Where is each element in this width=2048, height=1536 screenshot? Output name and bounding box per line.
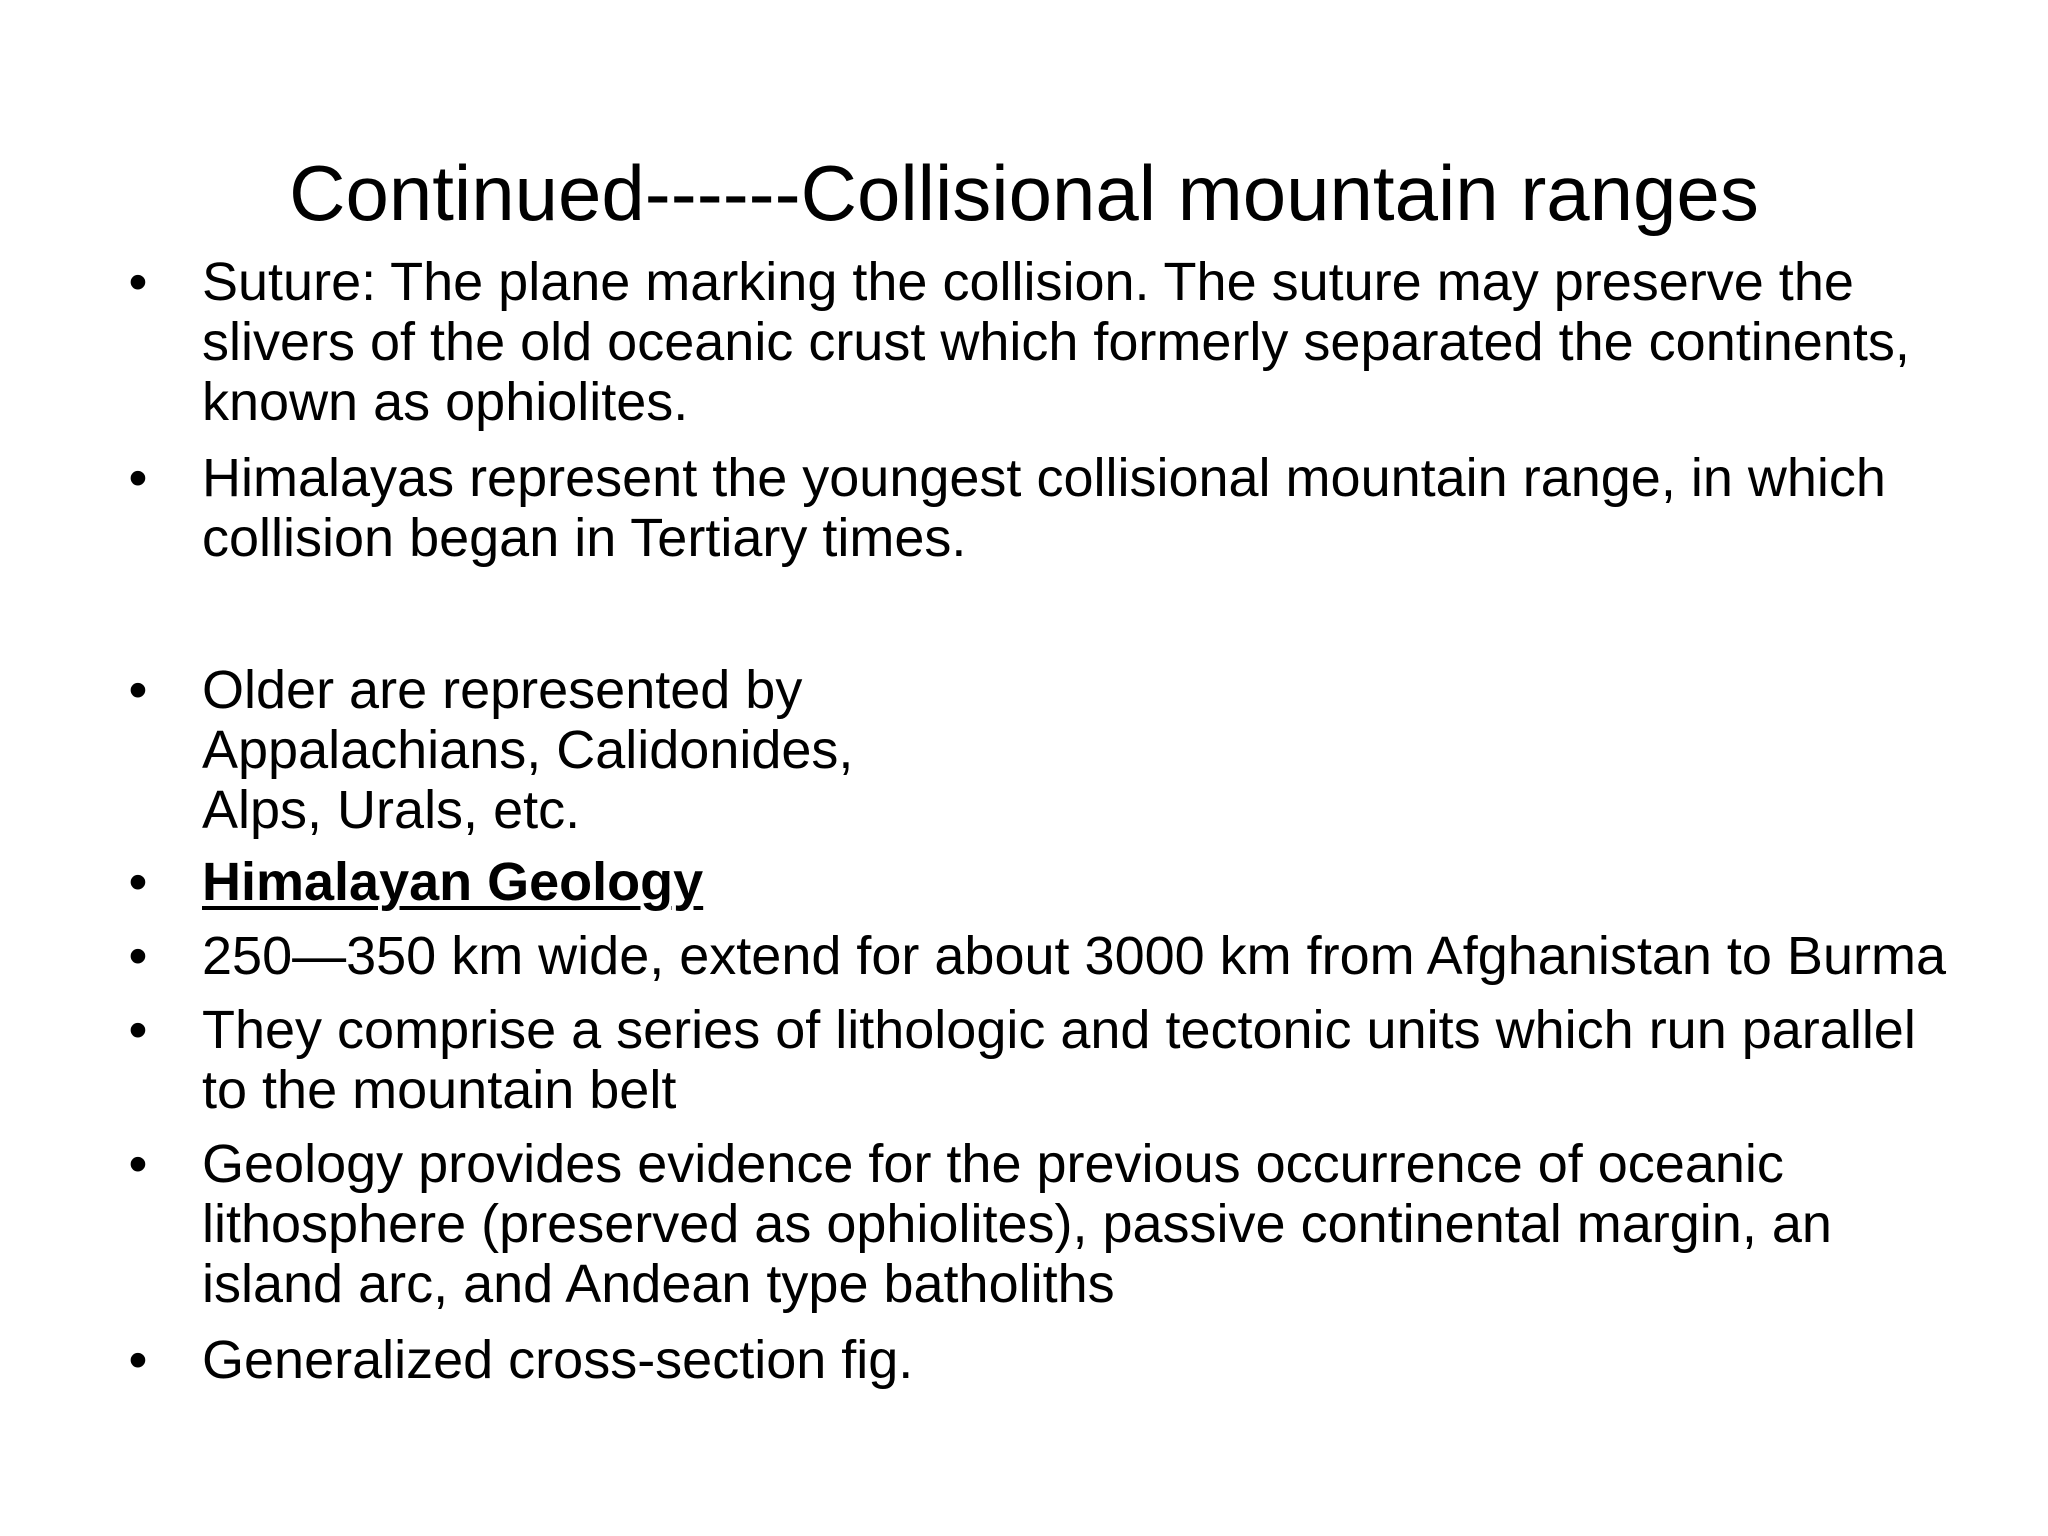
section-heading: Himalayan Geology xyxy=(202,852,704,912)
bullet-dot-icon: • xyxy=(128,1330,148,1390)
bullet-item-units xyxy=(118,1000,1958,1120)
bullet-item-cross-section xyxy=(118,1330,1958,1390)
bullet-dot-icon: • xyxy=(128,660,148,720)
bullet-text: Older are represented by Appalachians, Calidonides, Alps, Urals, etc. xyxy=(202,660,854,840)
bullet-dot-icon: • xyxy=(128,252,148,312)
bullet-item-himalayan-geology-heading xyxy=(118,852,1958,912)
slide-title: Continued------Collisional mountain ranges xyxy=(289,149,1759,237)
bullet-text: Suture: The plane marking the collision. The suture may preserve the slivers of the old oceanic crust which formerly separated the continents, known as ophiolites. xyxy=(202,252,1910,432)
bullet-text: Geology provides evidence for the previous occurrence of oceanic lithosphere (preserved as ophiolites), passive continental margin, an island arc, and Andean type batholiths xyxy=(202,1134,1832,1314)
bullet-dot-icon: • xyxy=(128,926,148,986)
bullet-list xyxy=(118,252,1958,1390)
bullet-item-older-ranges xyxy=(118,660,1958,840)
bullet-item-extent xyxy=(118,926,1958,986)
bullet-text: They comprise a series of lithologic and tectonic units which run parallel to the mountain belt xyxy=(202,1000,1916,1120)
bullet-item-evidence xyxy=(118,1134,1958,1314)
bullet-item-himalayas-youngest xyxy=(118,448,1958,568)
bullet-dot-icon: • xyxy=(128,852,148,912)
bullet-text: Generalized cross-section fig. xyxy=(202,1330,914,1390)
bullet-dot-icon: • xyxy=(128,448,148,508)
bullet-text: 250—350 km wide, extend for about 3000 km from Afghanistan to Burma xyxy=(202,926,1946,986)
bullet-item-suture xyxy=(118,252,1958,432)
bullet-dot-icon: • xyxy=(128,1000,148,1060)
bullet-text: Himalayas represent the youngest collisional mountain range, in which collision began in Tertiary times. xyxy=(202,448,1886,568)
bullet-dot-icon: • xyxy=(128,1134,148,1194)
